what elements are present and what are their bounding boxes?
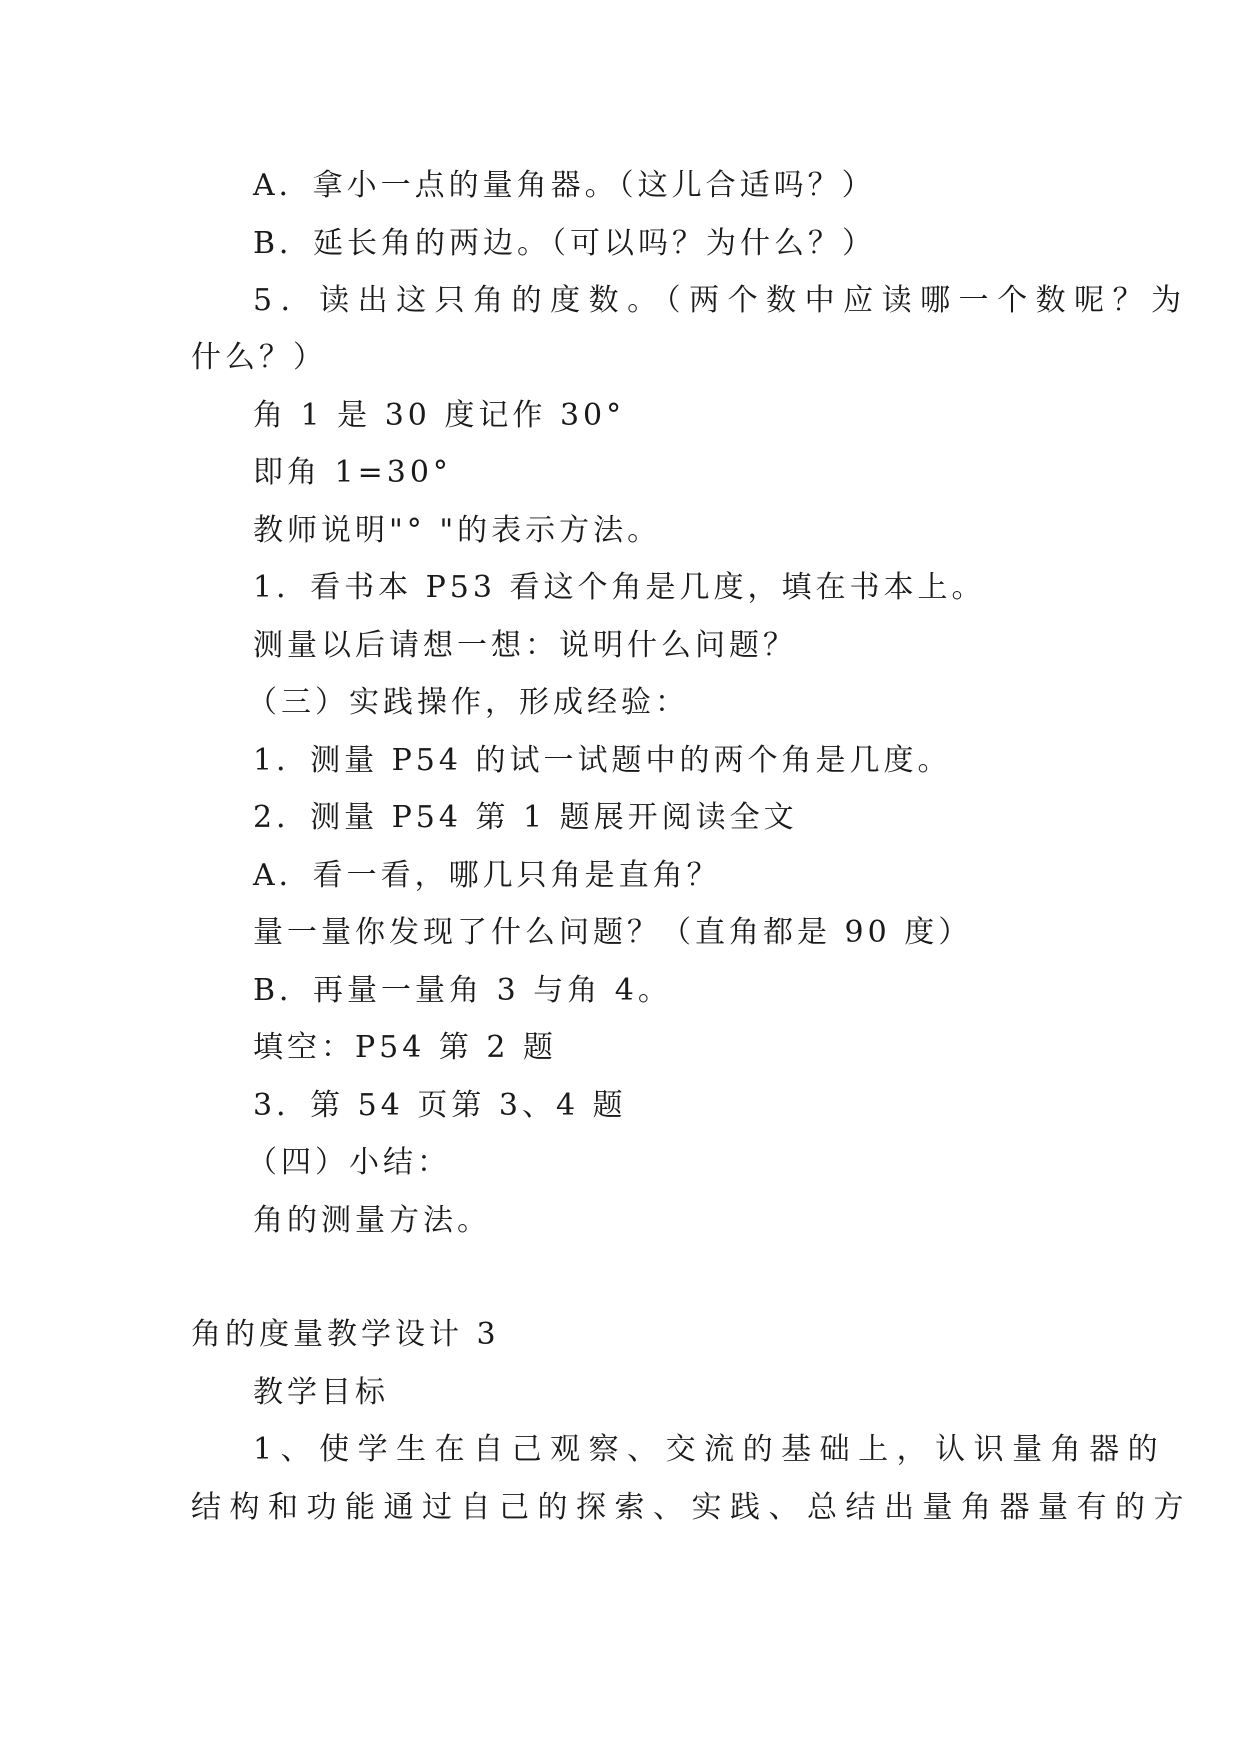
- document-title-design-3: 角的度量教学设计 3: [191, 1317, 500, 1352]
- line-item-1-textbook-p53: 1．看书本 P53 看这个角是几度，填在书本上。: [253, 570, 986, 605]
- line-fill-blank-p54-q2: 填空：P54 第 2 题: [253, 1030, 558, 1065]
- line-angle-1-equals: 即角 1=30°: [253, 455, 452, 490]
- heading-teaching-objectives: 教学目标: [253, 1375, 389, 1410]
- line-objective-1-continued: 结构和功能通过自己的探索、实践、总结出量角器量有的方: [191, 1490, 1192, 1525]
- line-item-1-measure-p54: 1．测量 P54 的试一试题中的两个角是几度。: [253, 743, 952, 778]
- line-option-b-extend-sides: B．延长角的两边。（可以吗？为什么？）: [253, 226, 877, 261]
- line-angle-1-notation: 角 1 是 30 度记作 30°: [253, 398, 626, 433]
- line-option-a-right-angles: A．看一看，哪几只角是直角？: [253, 858, 721, 893]
- section-heading-summary: （四）小结：: [247, 1145, 451, 1180]
- line-angle-measuring-method: 角的测量方法。: [253, 1203, 491, 1238]
- line-option-b-angles-3-4: B．再量一量角 3 与角 4。: [253, 973, 672, 1008]
- line-option-a-small-protractor: A．拿小一点的量角器。（这儿合适吗？）: [253, 168, 876, 203]
- line-step-5-continued: 什么？）: [191, 340, 327, 375]
- line-teacher-explains-degree-sign: 教师说明"° "的表示方法。: [253, 513, 662, 548]
- line-item-2-measure-p54-q1: 2．测量 P54 第 1 题展开阅读全文: [253, 800, 798, 835]
- line-think-after-measuring: 测量以后请想一想：说明什么问题？: [253, 628, 797, 663]
- line-measure-right-angles: 量一量你发现了什么问题？（直角都是 90 度）: [253, 915, 973, 950]
- section-heading-practice: （三）实践操作，形成经验：: [247, 685, 689, 720]
- line-item-3-page-54: 3．第 54 页第 3、4 题: [253, 1088, 627, 1123]
- line-step-5-read-degree: 5．读出这只角的度数。（两个数中应读哪一个数呢？为: [253, 283, 1190, 318]
- line-objective-1: 1、使学生在自己观察、交流的基础上，认识量角器的: [253, 1432, 1167, 1467]
